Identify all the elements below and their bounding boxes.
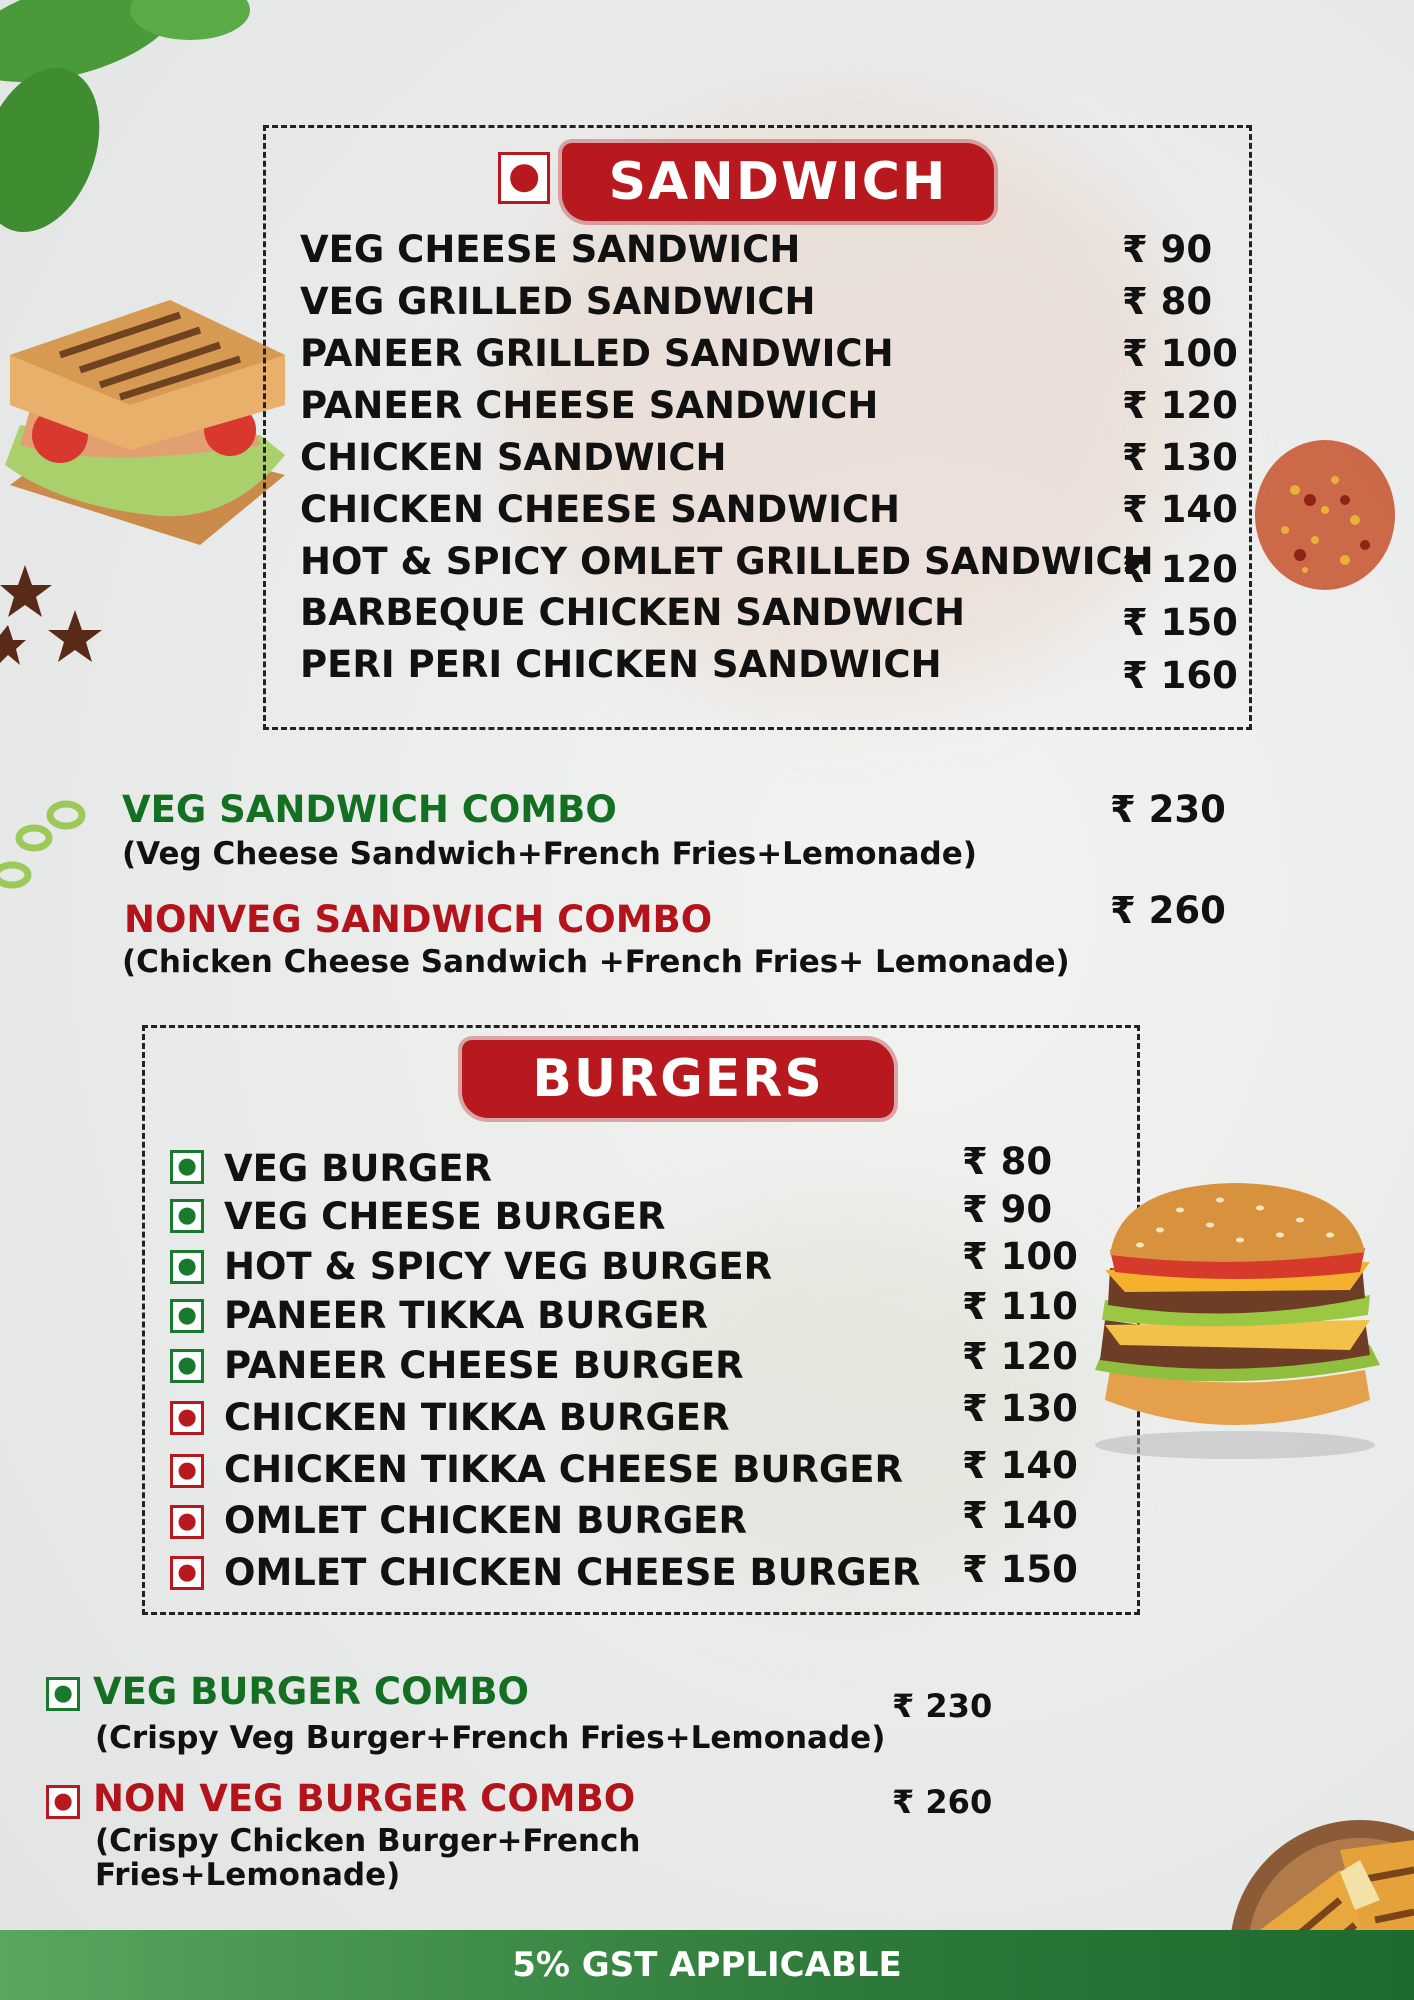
combo-price: ₹ 230 [892, 1687, 993, 1725]
basil-leaves-image [0, 0, 260, 240]
menu-item-name: CHICKEN SANDWICH [300, 436, 727, 479]
menu-item-price: ₹ 140 [962, 1494, 1078, 1537]
menu-item-name: VEG CHEESE SANDWICH [300, 228, 801, 271]
menu-item-name: PANEER GRILLED SANDWICH [300, 332, 894, 375]
menu-item-price: ₹ 150 [1122, 601, 1238, 644]
combo-description: Fries+Lemonade) [95, 1857, 401, 1893]
sandwich-image [0, 295, 300, 565]
burgers-title: BURGERS [532, 1049, 824, 1109]
menu-item-name: OMLET CHICKEN CHEESE BURGER [224, 1551, 921, 1594]
veg-symbol-icon [170, 1150, 204, 1184]
combo-price: ₹ 260 [892, 1783, 993, 1821]
gst-notice: 5% GST APPLICABLE [512, 1945, 902, 1985]
sandwich-title: SANDWICH [608, 152, 948, 212]
combo-title: NONVEG SANDWICH COMBO [124, 898, 713, 941]
menu-item-price: ₹ 130 [962, 1387, 1078, 1430]
veg-symbol-icon [170, 1199, 204, 1233]
combo-title: NON VEG BURGER COMBO [93, 1777, 636, 1820]
menu-item-price: ₹ 90 [962, 1188, 1053, 1231]
spring-onion-image [0, 790, 95, 900]
menu-item-price: ₹ 150 [962, 1548, 1078, 1591]
menu-item-name: PANEER CHEESE BURGER [224, 1344, 744, 1387]
combo-price: ₹ 230 [1110, 788, 1226, 831]
menu-item-price: ₹ 120 [1122, 548, 1238, 591]
menu-item-name: PANEER CHEESE SANDWICH [300, 384, 879, 427]
burgers-title-banner [462, 1040, 894, 1118]
veg-symbol-icon [46, 1677, 80, 1711]
nonveg-symbol-icon [170, 1401, 204, 1435]
menu-item-price: ₹ 80 [1122, 280, 1213, 323]
combo-description: (Veg Cheese Sandwich+French Fries+Lemonade) [122, 836, 977, 872]
menu-item-price: ₹ 80 [962, 1140, 1053, 1183]
menu-item-name: VEG GRILLED SANDWICH [300, 280, 816, 323]
menu-item-name: PANEER TIKKA BURGER [224, 1294, 708, 1337]
veg-symbol-icon [170, 1299, 204, 1333]
menu-item-price: ₹ 90 [1122, 228, 1213, 271]
menu-item-price: ₹ 120 [962, 1335, 1078, 1378]
menu-item-name: HOT & SPICY OMLET GRILLED SANDWICH [300, 540, 1154, 583]
menu-item-name: CHICKEN TIKKA CHEESE BURGER [224, 1448, 904, 1491]
gst-footer-banner [0, 1930, 1414, 2000]
veg-symbol-icon [170, 1250, 204, 1284]
menu-item-name: PERI PERI CHICKEN SANDWICH [300, 643, 942, 686]
sandwich-title-banner [562, 143, 994, 221]
menu-item-name: BARBEQUE CHICKEN SANDWICH [300, 591, 965, 634]
combo-description: (Crispy Veg Burger+French Fries+Lemonade) [95, 1720, 886, 1756]
menu-item-name: HOT & SPICY VEG BURGER [224, 1245, 773, 1288]
combo-description: (Crispy Chicken Burger+French [95, 1823, 641, 1859]
menu-item-price: ₹ 110 [962, 1285, 1078, 1328]
menu-item-name: CHICKEN TIKKA BURGER [224, 1396, 730, 1439]
burger-image [1080, 1180, 1395, 1460]
star-anise-image [0, 555, 110, 675]
nonveg-symbol-icon [46, 1785, 80, 1819]
menu-item-price: ₹ 100 [962, 1235, 1078, 1278]
nonveg-symbol-icon [170, 1556, 204, 1590]
nonveg-symbol-icon [498, 152, 550, 204]
menu-item-name: OMLET CHICKEN BURGER [224, 1499, 747, 1542]
menu-item-name: VEG CHEESE BURGER [224, 1195, 666, 1238]
combo-title: VEG BURGER COMBO [93, 1670, 529, 1713]
menu-item-price: ₹ 160 [1122, 654, 1238, 697]
nonveg-symbol-icon [170, 1505, 204, 1539]
veg-symbol-icon [170, 1349, 204, 1383]
chili-flakes-image [1245, 430, 1405, 600]
combo-description: (Chicken Cheese Sandwich +French Fries+ Lemonade) [122, 944, 1070, 980]
combo-price: ₹ 260 [1110, 889, 1226, 932]
menu-item-price: ₹ 140 [1122, 488, 1238, 531]
menu-item-price: ₹ 140 [962, 1444, 1078, 1487]
menu-item-name: CHICKEN CHEESE SANDWICH [300, 488, 900, 531]
menu-item-price: ₹ 120 [1122, 384, 1238, 427]
menu-item-price: ₹ 130 [1122, 436, 1238, 479]
combo-title: VEG SANDWICH COMBO [122, 788, 617, 831]
menu-item-price: ₹ 100 [1122, 332, 1238, 375]
nonveg-symbol-icon [170, 1454, 204, 1488]
menu-item-name: VEG BURGER [224, 1147, 493, 1190]
